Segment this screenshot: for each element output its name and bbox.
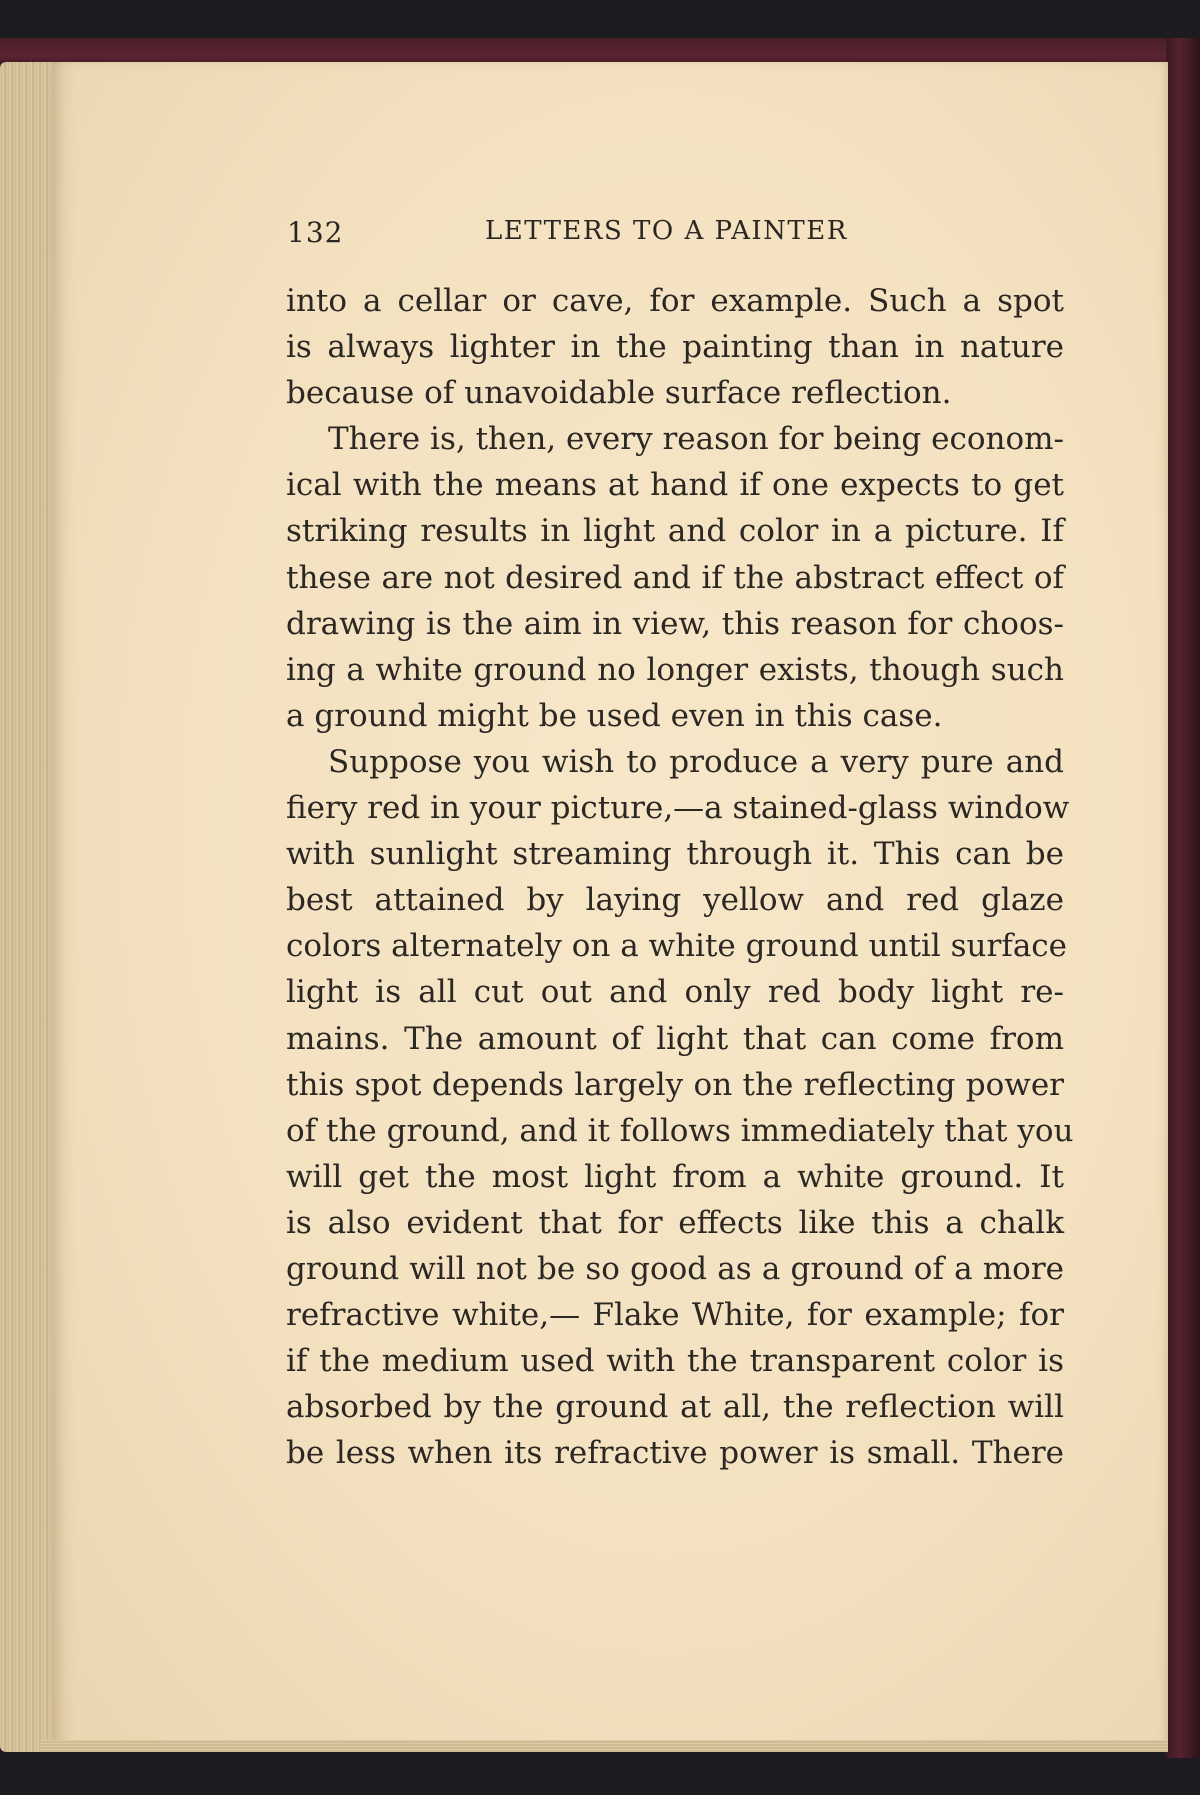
text-line: this spot depends largely on the reflecting power [286, 1066, 1064, 1103]
text-line: drawing is the aim in view, this reason for choos- [286, 605, 1064, 642]
running-title: LETTERS TO A PAINTER [485, 216, 848, 246]
text-line: refractive white,— Flake White, for example; for [286, 1297, 1064, 1334]
text-line: if the medium used with the transparent color is [286, 1343, 1064, 1380]
text-line: of the ground, and it follows immediately that you [286, 1112, 1074, 1149]
page-header [287, 216, 867, 256]
text-line: is always lighter in the painting than in nature [286, 329, 1064, 366]
text-line: a ground might be used even in this case. [286, 697, 943, 734]
text-line: is also evident that for effects like this a chalk [286, 1204, 1064, 1241]
page-edges [0, 62, 58, 1752]
text-line: colors alternately on a white ground until surface [286, 928, 1068, 965]
text-line: ical with the means at hand if one expects to get [286, 467, 1064, 504]
text-line: light is all cut out and only red body light re- [286, 974, 1064, 1011]
text-line: fiery red in your picture,—a stained-glass window [286, 790, 1070, 827]
text-line: absorbed by the ground at all, the reflection will [286, 1389, 1064, 1426]
page-bottom-edge [40, 1740, 1168, 1752]
text-line: There is, then, every reason for being econom- [328, 421, 1064, 458]
text-line: Suppose you wish to produce a very pure and [328, 743, 1064, 780]
text-line: will get the most light from a white ground. It [286, 1158, 1064, 1195]
text-line: ing a white ground no longer exists, though such [286, 651, 1064, 688]
book-cover-right [1166, 38, 1200, 1758]
text-line: striking results in light and color in a picture. If [286, 513, 1064, 550]
page-number: 132 [287, 216, 344, 249]
text-line: ground will not be so good as a ground of a more [286, 1250, 1064, 1287]
text-line: with sunlight streaming through it. This can be [286, 836, 1064, 873]
text-line: be less when its refractive power is small. There [286, 1435, 1064, 1472]
text-line: because of unavoidable surface reflection. [286, 375, 952, 412]
body-text [286, 278, 1074, 1476]
text-line: into a cellar or cave, for example. Such a spot [286, 283, 1064, 319]
text-line: these are not desired and if the abstract effect of [286, 559, 1064, 596]
text-line: best attained by laying yellow and red glaze [286, 882, 1064, 919]
text-line: mains. The amount of light that can come from [286, 1020, 1064, 1057]
